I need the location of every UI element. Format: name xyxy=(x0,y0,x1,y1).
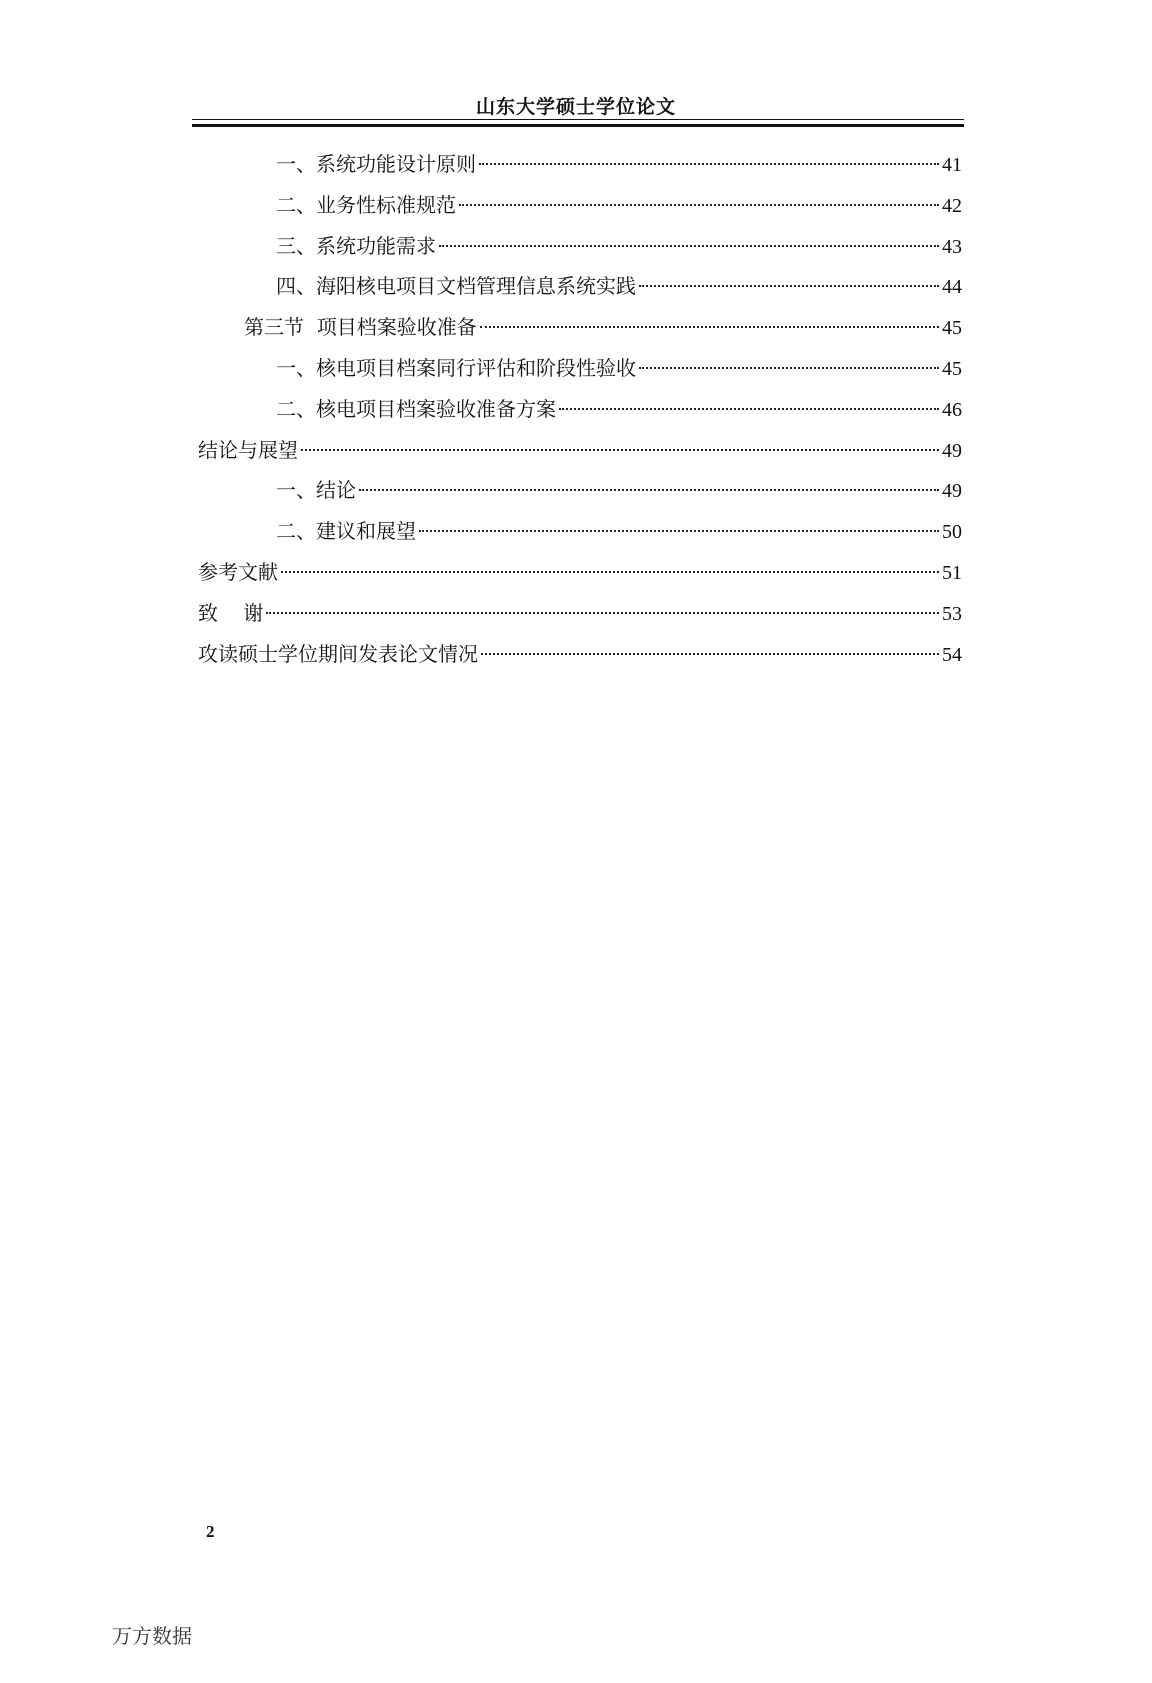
toc-entry-label: 一、系统功能设计原则 xyxy=(276,152,476,176)
toc-entry-page: 44 xyxy=(942,276,962,299)
toc-entry-page: 51 xyxy=(942,562,962,584)
toc-leader-dots xyxy=(480,326,939,328)
toc-entry-label: 四、海阳核电项目文档管理信息系统实践 xyxy=(276,274,636,299)
toc-entry-label: 攻读硕士学位期间发表论文情况 xyxy=(198,641,478,666)
toc-leader-dots xyxy=(459,204,939,206)
toc-entry xyxy=(276,144,962,184)
toc-leader-dots xyxy=(479,163,939,165)
toc-entry-label: 一、核电项目档案同行评估和阶段性验收 xyxy=(276,356,636,380)
toc-entry xyxy=(276,470,962,510)
toc-entry-page: 49 xyxy=(942,480,962,503)
toc-entry xyxy=(198,552,962,592)
toc-entry-label: 结论与展望 xyxy=(198,437,298,462)
toc-leader-dots xyxy=(281,571,939,573)
toc-entry-page: 45 xyxy=(942,358,962,380)
page-number: 2 xyxy=(206,1522,215,1541)
toc-leader-dots xyxy=(359,489,939,491)
toc-entry xyxy=(276,389,962,429)
toc-leader-dots xyxy=(559,408,939,410)
source-watermark: 万方数据 xyxy=(112,1624,192,1648)
toc-entry-page: 42 xyxy=(942,194,962,217)
toc-entry-page: 41 xyxy=(942,154,962,176)
toc-entry xyxy=(276,266,962,306)
toc-entry xyxy=(276,185,962,225)
toc-entry-label: 二、建议和展望 xyxy=(276,519,416,544)
toc-leader-dots xyxy=(481,653,939,655)
toc-entry xyxy=(198,593,962,633)
running-header-title: 山东大学硕士学位论文 xyxy=(475,96,676,118)
toc-entry xyxy=(198,634,962,674)
toc-entry-page: 45 xyxy=(942,317,962,340)
toc-leader-dots xyxy=(266,612,939,614)
toc-leader-dots xyxy=(439,245,939,247)
toc-leader-dots xyxy=(419,530,939,532)
toc-entry-label: 二、业务性标准规范 xyxy=(276,192,456,217)
toc-leader-dots xyxy=(639,367,939,369)
toc-entry-label: 一、结论 xyxy=(276,478,356,503)
toc-entry-page: 53 xyxy=(942,602,962,625)
toc-entry-label: 三、系统功能需求 xyxy=(276,233,436,258)
toc-entry-page: 49 xyxy=(942,439,962,462)
toc-leader-dots xyxy=(639,285,939,287)
toc-entry-page: 43 xyxy=(942,235,962,258)
header-rule-thin xyxy=(192,119,964,120)
toc-entry-label: 致 谢 xyxy=(198,600,264,625)
toc-entry-page: 50 xyxy=(942,521,962,544)
toc-entry xyxy=(276,226,962,266)
header-rule-thick xyxy=(192,124,964,127)
toc-entry-label: 第三节 项目档案验收准备 xyxy=(244,315,477,340)
toc-entry xyxy=(276,511,962,551)
toc-entry-label: 参考文献 xyxy=(198,560,278,584)
toc-entry-page: 46 xyxy=(942,398,962,421)
toc-entry xyxy=(244,307,962,347)
toc-entry-label: 二、核电项目档案验收准备方案 xyxy=(276,396,556,421)
toc-entry xyxy=(198,430,962,470)
toc-entry xyxy=(276,348,962,388)
toc-entry-page: 54 xyxy=(942,643,962,666)
toc-leader-dots xyxy=(301,449,939,451)
